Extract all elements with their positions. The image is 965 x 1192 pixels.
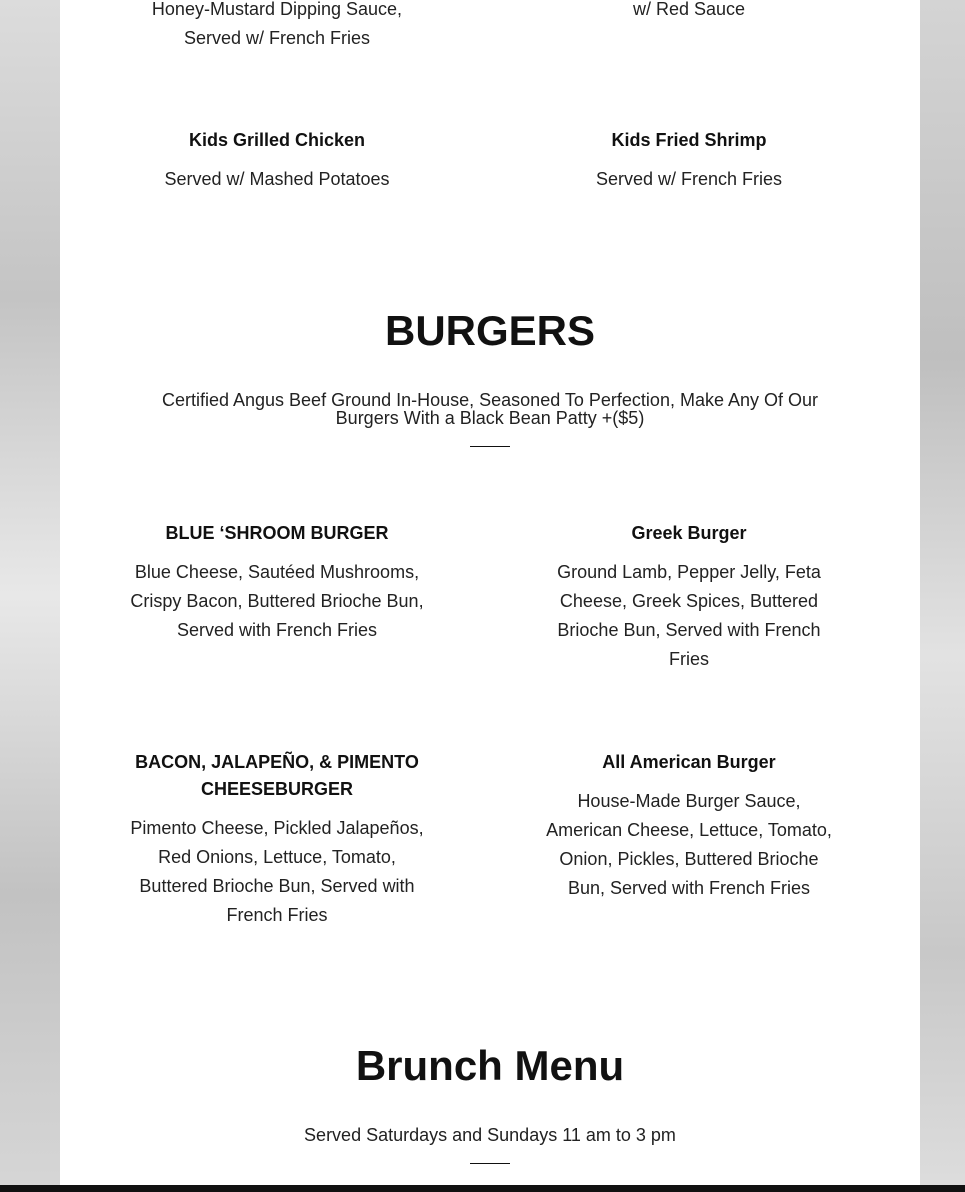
item-description: House-Made Burger Sauce, American Cheese, Lettuce, Tomato, Onion, Pickles, Buttered Brioche Bun, Served with French Fries: [546, 791, 832, 898]
section-divider: [470, 446, 510, 447]
item-name: BACON, JALAPEÑO, & PIMENTO CHEESEBURGER: [135, 752, 419, 799]
burger-item-greek: [534, 520, 844, 674]
item-description: Honey-Mustard Dipping Sauce, Served w/ French Fries: [151, 0, 403, 48]
item-description: Ground Lamb, Pepper Jelly, Feta Cheese, Greek Spices, Buttered Brioche Bun, Served with French Fries: [557, 562, 821, 669]
kids-item-partial-right: [534, 0, 844, 24]
section-title-burgers: BURGERS: [384, 307, 596, 354]
background-right: [920, 0, 965, 1192]
item-description: w/ Red Sauce: [632, 0, 746, 19]
kids-item-grilled-chicken: [122, 127, 432, 194]
item-description: Pimento Cheese, Pickled Jalapeños, Red Onions, Lettuce, Tomato, Buttered Brioche Bun, Served with French Fries: [130, 818, 424, 925]
item-description: Blue Cheese, Sautéed Mushrooms, Crispy Bacon, Buttered Brioche Bun, Served with French Fries: [130, 562, 424, 640]
section-divider: [470, 1163, 510, 1164]
section-subtitle-brunch: Served Saturdays and Sundays 11 am to 3 pm: [304, 1125, 676, 1145]
item-name: Kids Fried Shrimp: [611, 130, 767, 150]
item-description: Served w/ French Fries: [595, 169, 783, 189]
burger-item-bacon-jalapeno-pimento: [122, 749, 432, 930]
section-subtitle-burgers: Certified Angus Beef Ground In-House, Seasoned To Perfection, Make Any Of Our Burgers With a Black Bean Patty +($5): [161, 390, 819, 428]
item-name: Kids Grilled Chicken: [188, 130, 366, 150]
background-left: [0, 0, 60, 1192]
burger-item-blue-shroom: [122, 520, 432, 645]
kids-item-partial-left: [122, 0, 432, 53]
item-name: BLUE ‘SHROOM BURGER: [165, 523, 389, 543]
kids-item-fried-shrimp: [534, 127, 844, 194]
item-name: Greek Burger: [631, 523, 747, 543]
burger-item-all-american: [534, 749, 844, 903]
bottom-bar: [0, 1185, 965, 1192]
section-title-brunch: Brunch Menu: [355, 1042, 625, 1089]
menu-panel: [60, 0, 920, 1192]
item-name: All American Burger: [602, 752, 776, 772]
item-description: Served w/ Mashed Potatoes: [164, 169, 390, 189]
